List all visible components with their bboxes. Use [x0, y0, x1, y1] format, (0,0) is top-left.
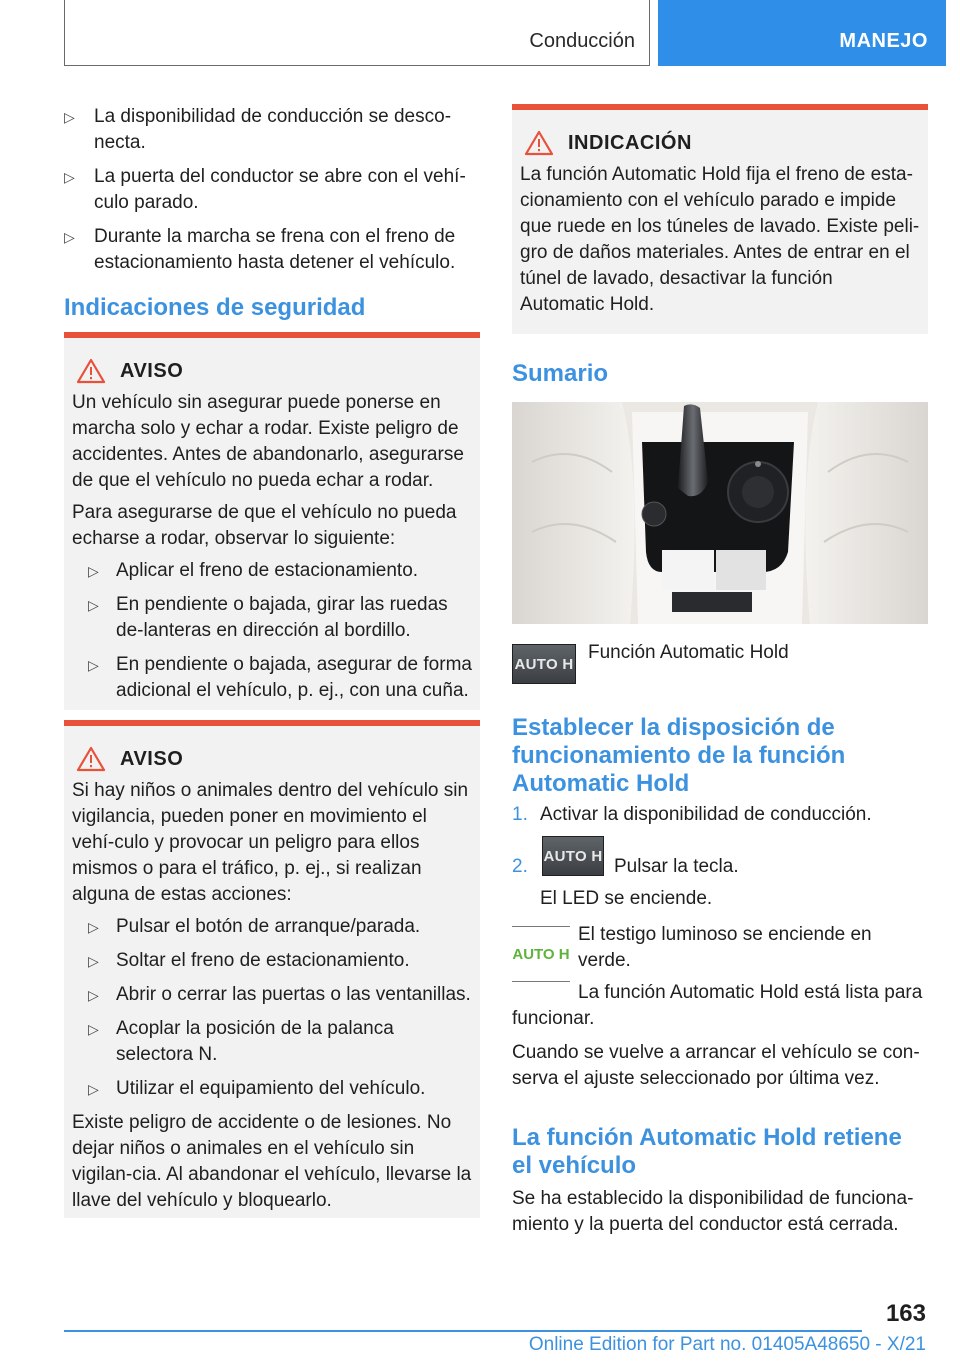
- console-illustration: [512, 402, 928, 624]
- warning-text: Si hay niños o animales dentro del vehículo sin vigilancia, pueden poner en movimiento el vehí-culo y provocar un peligro para ellos mismos o para el tráfico, p. ej., si realizan alguna de estas acciones:: [72, 780, 469, 905]
- list-item: ▷ Abrir o cerrar las puertas o las ventanillas.: [80, 982, 472, 1008]
- triangle-bullet-icon: ▷: [88, 1021, 99, 1037]
- warning-triangle-icon: [76, 358, 106, 384]
- indicator-label: AUTO H: [512, 945, 570, 963]
- warning-box-1: [64, 332, 480, 710]
- summary-heading: Sumario: [512, 360, 609, 387]
- triangle-bullet-icon: ▷: [88, 657, 99, 673]
- footer-divider: [64, 1330, 862, 1332]
- footer-edition[interactable]: Online Edition for Part no. 01405A48650 - X/21: [528, 1334, 926, 1355]
- indicator-text: La función Automatic Hold está lista para funcionar.: [512, 982, 923, 1029]
- note-box: [512, 104, 928, 334]
- warning-title: AVISO: [76, 358, 472, 384]
- left-column: [64, 104, 480, 284]
- retain-paragraph: [512, 1186, 928, 1238]
- list-item: ▷ En pendiente o bajada, asegurar de forma adicional el vehículo, p. ej., con una cuña.: [88, 654, 472, 701]
- note-title: INDICACIÓN: [524, 130, 920, 156]
- establish-heading: Establecer la disposición de funcionamiento de la función Automatic Hold: [512, 714, 846, 797]
- auto-hold-button-image: AUTO H: [542, 836, 604, 876]
- list-item: ▷ La disponibilidad de conducción se desco-necta.: [64, 106, 452, 153]
- console-photo: [512, 402, 928, 624]
- warning-text: Para asegurarse de que el vehículo no pueda echarse a rodar, observar lo siguiente:: [72, 502, 457, 549]
- triangle-bullet-icon: ▷: [64, 109, 75, 125]
- header-chapter-box: [64, 0, 650, 66]
- warning-list: [72, 914, 472, 1102]
- list-item: ▷ Acoplar la posición de la palanca selectora N.: [88, 1018, 394, 1065]
- warning-list: [72, 558, 472, 704]
- auto-hold-button-image: AUTO H: [512, 644, 576, 684]
- led-text: El LED se enciende.: [540, 888, 713, 909]
- retain-heading: La función Automatic Hold retiene el vehículo: [512, 1124, 902, 1179]
- restart-paragraph: [512, 1040, 928, 1092]
- retain-text: Se ha establecido la disponibilidad de funciona-miento y la puerta del conductor está cerrada.: [512, 1188, 914, 1235]
- warning-triangle-icon: [524, 130, 554, 156]
- section-title: MANEJO: [839, 30, 928, 52]
- list-item: ▷ Aplicar el freno de estacionamiento.: [80, 558, 472, 584]
- list-item: ▷ Pulsar el botón de arranque/parada.: [80, 914, 472, 940]
- triangle-bullet-icon: ▷: [64, 169, 75, 185]
- warning-text: Un vehículo sin asegurar puede ponerse en marcha solo y echar a rodar. Existe peligro de accidentes. Antes de abandonarlo, asegurarse de que el vehículo no pueda echar a rodar.: [72, 392, 464, 491]
- list-item: ▷ La puerta del conductor se abre con el vehí-culo parado.: [64, 166, 466, 213]
- warning-text: Existe peligro de accidente o de lesiones. No dejar niños o animales en el vehículo sin vigilan-cia. Al abandonar el vehículo, llevarse la llave del vehículo y bloquearlo.: [72, 1112, 472, 1211]
- safety-heading: Indicaciones de seguridad: [64, 294, 366, 321]
- list-item: ▷ Durante la marcha se frena con el freno de estacionamiento hasta detener el vehículo.: [64, 226, 456, 273]
- note-text: La función Automatic Hold fija el freno de esta-cionamiento con el vehículo parado e impide que ruede en los túneles de lavado. Existe peli-gro de daños materiales. Antes de entrar en el túnel de lavado, desactivar la función Automatic Hold.: [520, 164, 920, 315]
- chapter-title: Conducción: [529, 30, 635, 52]
- steps-list: [512, 802, 928, 828]
- function-caption: Función Automatic Hold: [588, 642, 789, 663]
- header-section-tab[interactable]: [658, 0, 946, 66]
- warning-box-2: [64, 720, 480, 1218]
- triangle-bullet-icon: ▷: [88, 597, 99, 613]
- warning-triangle-icon: [76, 746, 106, 772]
- indicator-lamp-image: [512, 926, 570, 982]
- restart-text: Cuando se vuelve a arrancar el vehículo se con-serva el ajuste seleccionado por última vez.: [512, 1042, 920, 1089]
- indicator-text: El testigo luminoso se enciende en verde.: [578, 924, 872, 971]
- triangle-bullet-icon: ▷: [88, 919, 99, 935]
- step-text: Pulsar la tecla.: [614, 856, 739, 877]
- triangle-bullet-icon: ▷: [88, 563, 99, 579]
- warning-title: AVISO: [76, 746, 472, 772]
- triangle-bullet-icon: ▷: [88, 953, 99, 969]
- list-item: ▷ Soltar el freno de estacionamiento.: [80, 948, 472, 974]
- list-item: ▷ En pendiente o bajada, girar las ruedas de-lanteras en dirección al bordillo.: [88, 594, 448, 641]
- conditions-list: [64, 104, 480, 276]
- triangle-bullet-icon: ▷: [88, 987, 99, 1003]
- step-number: 2.: [512, 856, 528, 877]
- list-item: 1. Activar la disponibilidad de conducción.: [512, 804, 872, 825]
- page-number: 163: [885, 1300, 926, 1327]
- triangle-bullet-icon: ▷: [64, 229, 75, 245]
- triangle-bullet-icon: ▷: [88, 1081, 99, 1097]
- list-item: ▷ Utilizar el equipamiento del vehículo.: [80, 1076, 472, 1102]
